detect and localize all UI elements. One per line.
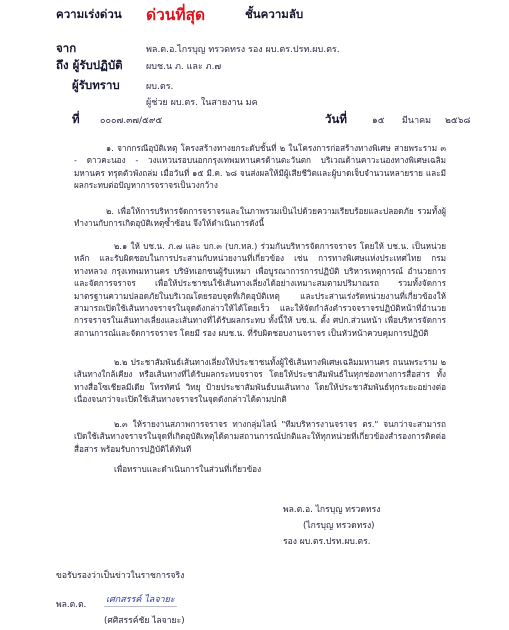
date-year: ๒๕๖๘: [445, 116, 471, 126]
urgency-label: ความเร่งด่วน: [56, 7, 122, 21]
to-label: ถึง ผู้รับปฏิบัติ: [56, 58, 123, 72]
date-label: วันที่: [325, 112, 347, 126]
to-value: ผบช.น ภ. และ ภ.๗: [146, 62, 222, 72]
paragraph-2-1: ๒.๑ ให้ บช.น. ภ.๗ และ บก.๓ (บก.ทล.) ร่วมกันบริหารจัดการจราจร โดยให้ บช.น. เป็นหน่วยหลัก และรับผิดชอบในการประสานกับหน่วยงานที่เกี่ยวข้อง เช่น การทางพิเศษแห่งประเทศไทย กรมทางหลวง กรุงเทพมหานคร บริษัทเอกชนผู้รับเหมา เพื่อบูรณาการการปฏิบัติ บริหารเหตุการณ์ อำนวยการและจัดการจราจร เพื่อให้ประชาชนใช้เส้นทางเลี่ยงได้อย่างเหมาะสมตามปริมาณรถ รวมทั้งจัดการมาตรฐานความปลอดภัยในบริเวณโดยรอบจุดที่เกิดอุบัติเหตุ และประสานเร่งรัดหน่วยงานที่เกี่ยวข้องให้สามารถเปิดใช้เส้นทางจราจรในจุดดังกล่าวให้ได้โดยเร็ว และให้จัดกำลังตำรวจจราจรปฏิบัติหน้าที่อำนวยการจราจรในเส้นทางเลี่ยงและเส้นทางที่ได้รับผลกระทบ ทั้งนี้ให้ บช.น. ตั้ง ศปก.ส่วนหน้า เพื่อบริหารจัดการสถานการณ์และจัดการจราจร โดยมี รอง ผบช.น. ที่รับผิดชอบงานจราจร เป็นหัวหน้าควบคุมการปฏิบัติ: [74, 241, 446, 338]
date-month: มีนาคม: [402, 116, 432, 126]
certifier-name-paren: (ศศิสรรค์ชัย ไลจายะ): [104, 616, 185, 626]
paragraph-1: ๑. จากกรณีอุบัติเหตุ โครงสร้างทางยกระดับชั้นที่ ๒ ในโครงการก่อสร้างทางพิเศษ สายพระราม ๓ - ดาวคะนอง - วงแหวนรอบนอกกรุงเทพมหานครด้านตะวันตก บริเวณด้านคาวะนองทางพิเศษเฉลิมมหานคร ทรุดตัวพังถล่ม เมื่อวันที่ ๑๕ มี.ค. ๖๘ จนส่งผลให้มีผู้เสียชีวิตและผู้บาดเจ็บจำนวนหลายราย และมีผลกระทบต่อปัญหาการจราจรเป็นวงกว้าง: [74, 143, 446, 191]
from-value: พล.ต.อ.ไกรบุญ ทรวดทรง รอง ผบ.ตร.ปรท.ผบ.ตร.: [146, 45, 340, 55]
secrecy-label: ชั้นความลับ: [245, 7, 304, 21]
paragraph-2-2: ๒.๒ ประชาสัมพันธ์เส้นทางเลี่ยงให้ประชาชนทั้งผู้ใช้เส้นทางพิเศษเฉลิมมหานคร ถนนพระราม ๒ เส้นทางใกล้เคียง หรือเส้นทางที่ได้รับผลกระทบจราจร โดยให้ประชาสัมพันธ์ในทุกช่องทางการสื่อสาร ทั้งทางสื่อโซเชียลมีเดีย โทรทัศน์ วิทยุ ป้ายประชาสัมพันธ์บนเส้นทาง โดยให้ประชาสัมพันธ์ทุกระยะอย่างต่อเนื่องจนกว่าจะเปิดใช้เส้นทางจราจรในจุดดังกล่าวได้ตามปกติ: [74, 357, 446, 405]
signer-position: รอง ผบ.ตร.ปรท.ผบ.ตร.: [283, 537, 371, 547]
paragraph-2: ๒. เพื่อให้การบริหารจัดการจราจรและในภาพรวมเป็นไปด้วยความเรียบร้อยและปลอดภัย รวมทั้งผู้ทำงานกับการเกิดอุบัติเหตุซ้ำซ้อน จึงให้ดำเนินการดังนี้: [74, 206, 446, 229]
signer-name-paren: (ไกรบุญ ทรวดทรง): [303, 521, 375, 531]
date-day: ๑๕: [372, 116, 385, 126]
doc-number: ๐๐๐๗.๓๗/๕๙๕: [100, 116, 163, 126]
cc-value-1: ผบ.ตร.: [146, 82, 174, 92]
cc-value-2: ผู้ช่วย ผบ.ตร. ในสายงาน มค: [146, 98, 258, 108]
certifier-rank: พล.ต.ต.: [56, 600, 87, 610]
handwritten-signature: เศกสรรค์ ไลจายะ: [104, 592, 177, 607]
doc-number-label: ที่: [72, 112, 80, 126]
certify-line: ขอรับรองว่าเป็นข่าวในราชการจริง: [56, 571, 185, 581]
cc-label: ผู้รับทราบ: [72, 78, 120, 92]
urgency-value: ด่วนที่สุด: [146, 6, 206, 24]
signer-name: พล.ต.อ. ไกรบุญ ทรวดทรง: [283, 505, 381, 515]
from-label: จาก: [56, 41, 77, 55]
paragraph-2-3: ๒.๓ ให้รายงานสภาพการจราจร ทางกลุ่มไลน์ "ทีมบริหารงานจราจร ตร." จนกว่าจะสามารถเปิดใช้เส้นทางจราจรในจุดที่เกิดอุบัติเหตุได้ตามสถานการณ์ปกติและให้ทุกหน่วยที่เกี่ยวข้องสำรองการติดต่อสื่อสาร พร้อมรับการปฏิบัติได้ทันที: [74, 419, 446, 454]
closing-line: เพื่อทราบและดำเนินการในส่วนที่เกี่ยวข้อง: [114, 464, 262, 474]
